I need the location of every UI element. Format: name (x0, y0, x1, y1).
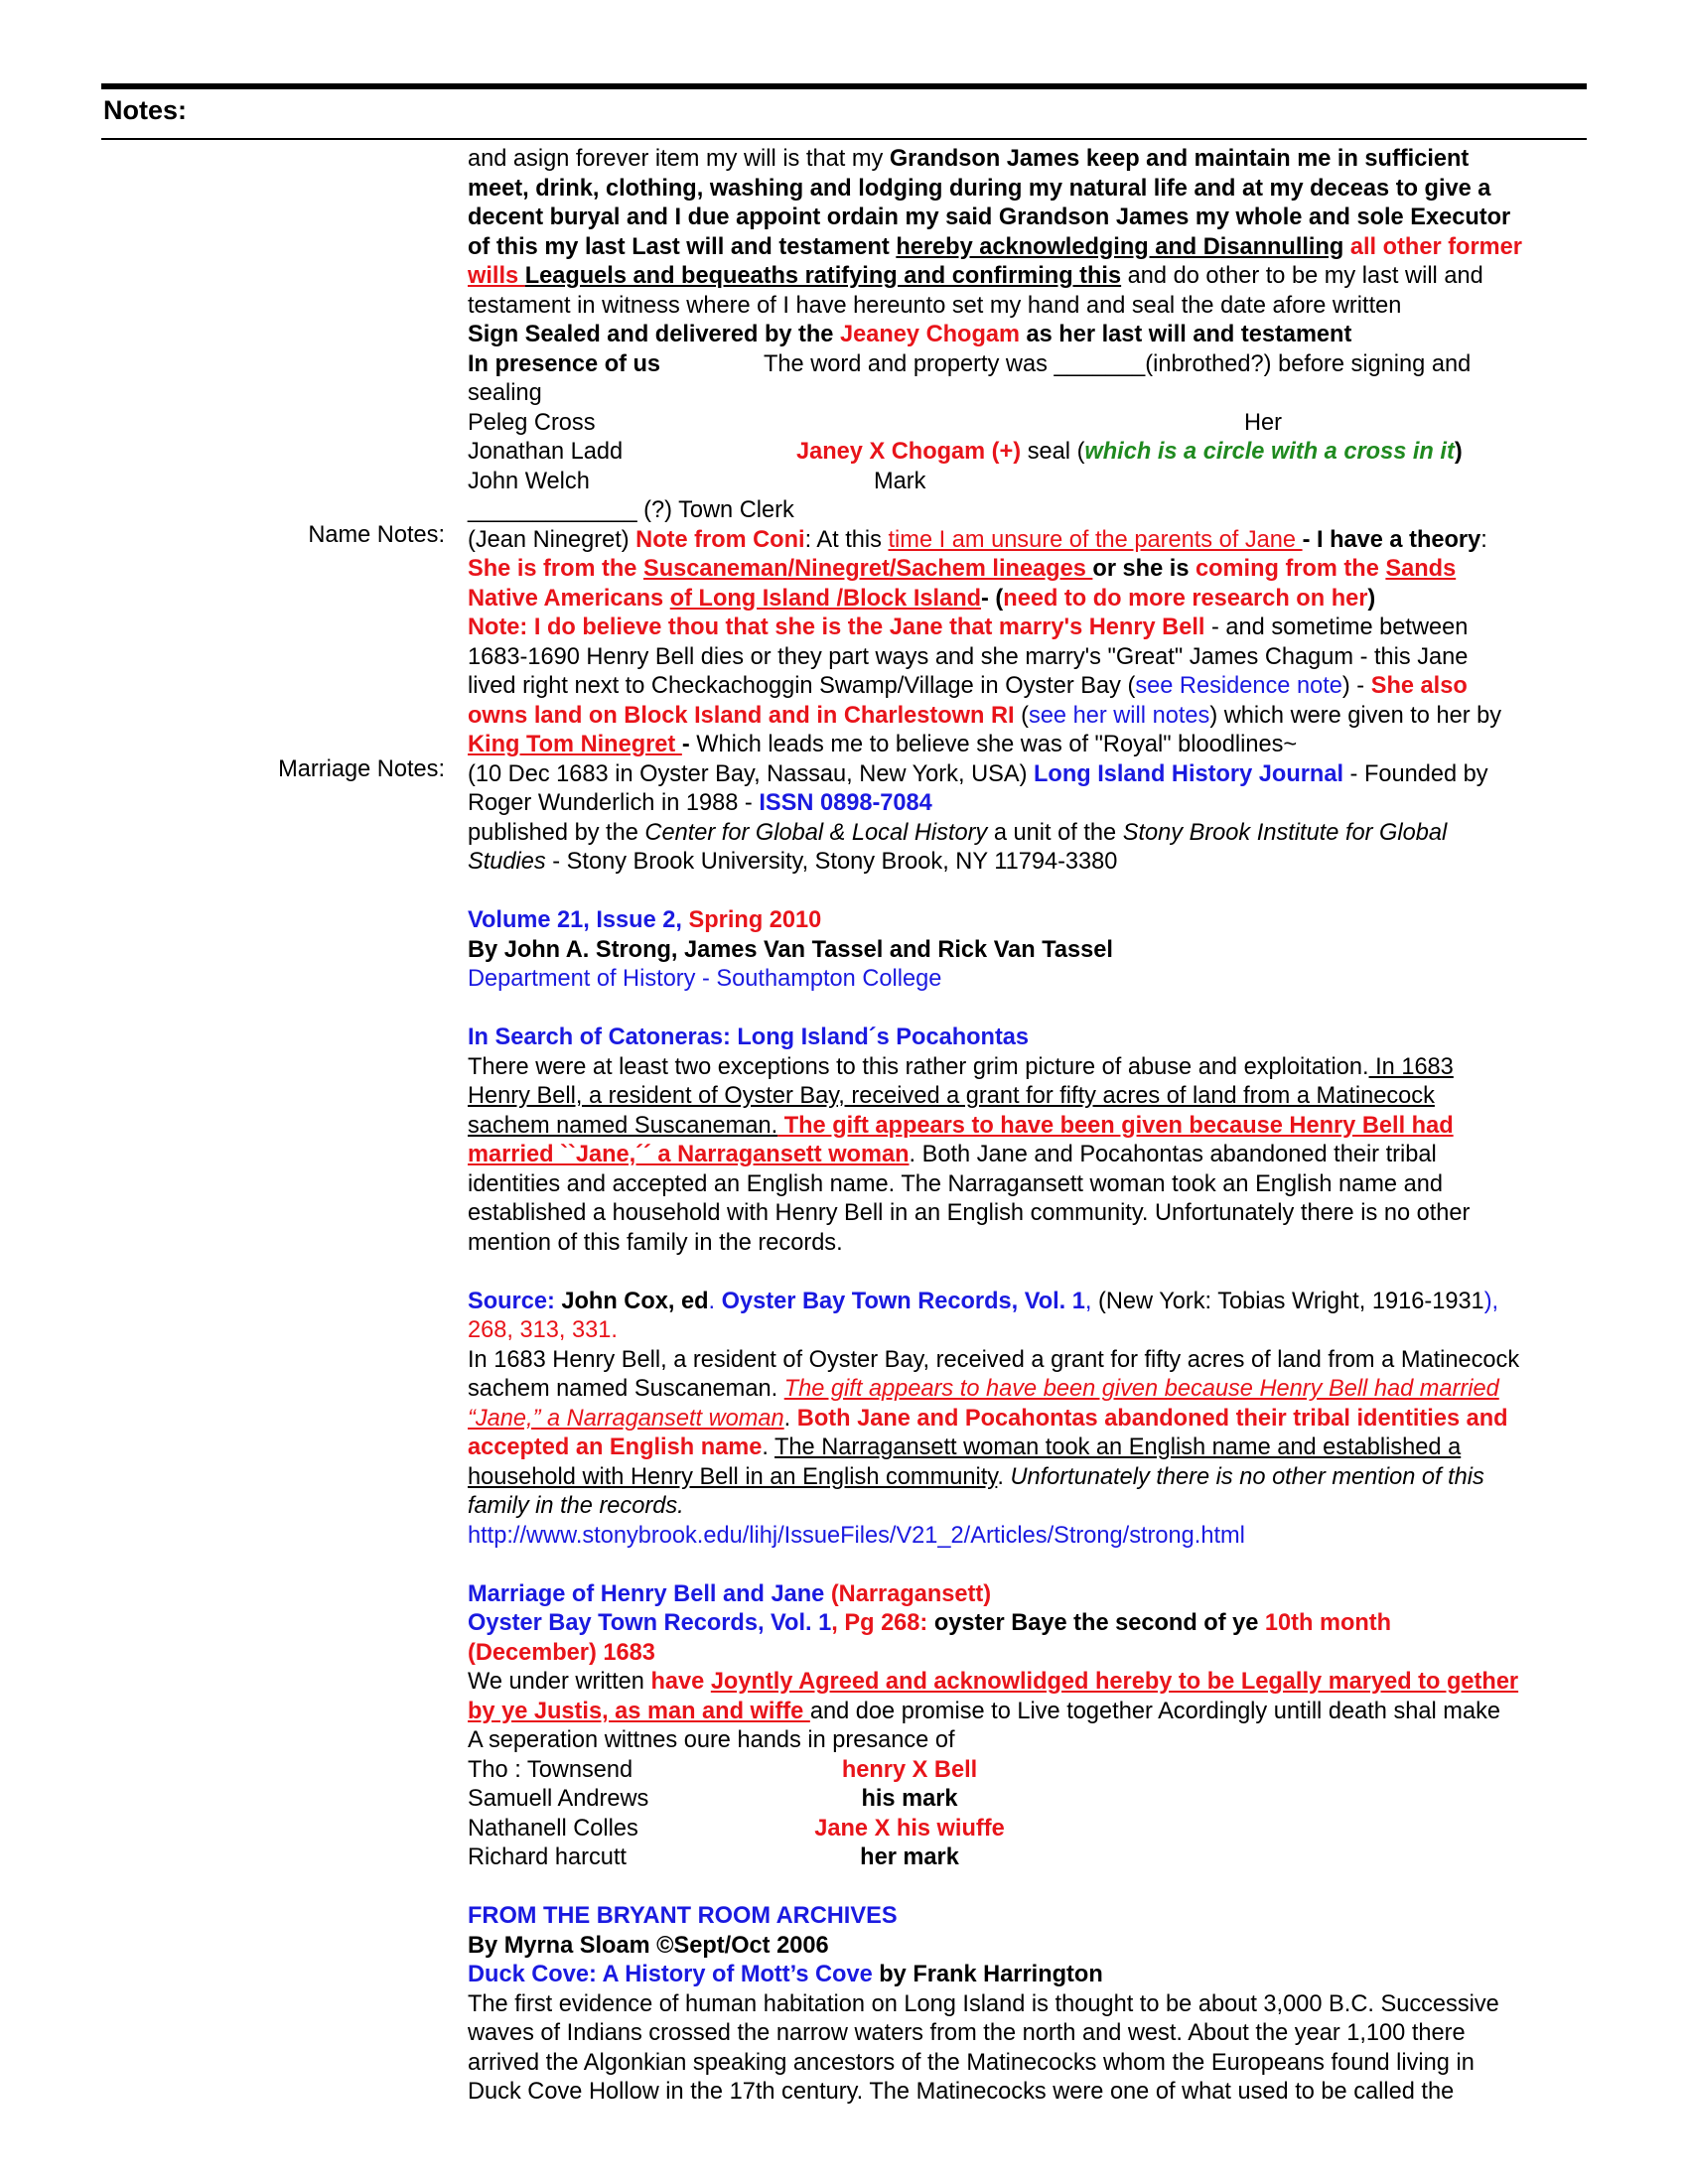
marriage-record-line: A seperation wittnes oure hands in presance of (468, 1727, 955, 1753)
residence-note-link[interactable]: see Residence note (1135, 673, 1342, 699)
witness-row: Tho : Townsend henry X Bell (468, 1756, 978, 1783)
duck-cove-line: arrived the Algonkian speaking ancestors of the Matinecocks whom the Europeans found living in (468, 2049, 1475, 2076)
town-clerk-line: _____________ (?) Town Clerk (468, 497, 794, 523)
citation-line: accepted an English name. The Narragansett woman took an English name and established a (468, 1434, 1462, 1460)
header-rule (101, 138, 1587, 140)
citation-line: In 1683 Henry Bell, a resident of Oyster Bay, received a grant for fifty acres of land from a Matinecock (468, 1346, 1520, 1373)
article-title: In Search of Catoneras: Long Island´s Pocahontas (468, 1024, 1030, 1050)
will-line: Sign Sealed and delivered by the Jeaney Chogam as her last will and testament (468, 322, 1352, 347)
signature-line: John Welch Mark (468, 468, 926, 494)
duck-cove-line: The first evidence of human habitation on Long Island is thought to be about 3,000 B.C. Successive (468, 1990, 1499, 2017)
signature-line: Jonathan Ladd Janey X Chogam (+) seal (which is a circle with a cross in it) (468, 439, 1463, 465)
article-line: Henry Bell, a resident of Oyster Bay, received a grant for fifty acres of land from a Matinecock (468, 1083, 1435, 1109)
top-rule (101, 83, 1587, 89)
will-line: decent buryal and I due appoint ordain my said Grandson James my whole and sole Executor (468, 205, 1511, 230)
article-line: married ``Jane,´´ a Narragansett woman. Both Jane and Pocahontas abandoned their tribal (468, 1142, 1437, 1167)
spacer (468, 1873, 1600, 1903)
marriage-notes-label: Marriage Notes: (278, 756, 445, 782)
will-line: wills Leaguels and bequeaths ratifying and confirming this and do other to be my last will and (468, 263, 1483, 289)
spacer (468, 1551, 1600, 1580)
article-line: identities and accepted an English name. The Narragansett woman took an English name and (468, 1170, 1443, 1197)
article-line: mention of this family in the records. (468, 1229, 843, 1256)
notes-content (468, 145, 1600, 2108)
citation-line: sachem named Suscaneman. The gift appears to have been given because Henry Bell had married (468, 1376, 1499, 1402)
will-line: In presence of us The word and property was _______(inbrothed?) before signing and (468, 350, 1472, 377)
source-line: Source: John Cox, ed. Oyster Bay Town Records, Vol. 1, (New York: Tobias Wright, 1916-1931), (468, 1288, 1499, 1314)
witness-row: Nathanell Colles Jane X his wiuffe (468, 1815, 1005, 1842)
spacer (468, 878, 1600, 907)
article-line: sachem named Suscaneman. The gift appears to have been given because Henry Bell had (468, 1112, 1454, 1139)
marriage-record-line: (December) 1683 (468, 1639, 655, 1666)
article-line: established a household with Henry Bell in an English community. Unfortunately there is no other (468, 1200, 1471, 1226)
name-note-line: lived right next to Checkachoggin Swamp/Village in Oyster Bay (see Residence note) - She also (468, 673, 1468, 699)
name-notes-label: Name Notes: (308, 522, 445, 548)
name-note-line: She is from the Suscaneman/Ninegret/Sachem lineages or she is coming from the Sands (468, 556, 1457, 582)
source-url-link[interactable]: http://www.stonybrook.edu/lihj/IssueFiles/V21_2/Articles/Strong/strong.html (468, 1522, 1245, 1549)
name-note-line: King Tom Ninegret - Which leads me to believe she was of "Royal" bloodlines~ (468, 732, 1298, 757)
spacer (468, 1258, 1600, 1288)
citation-line: family in the records. (468, 1493, 684, 1519)
marriage-record-line: by ye Justis, as man and wiffe and doe promise to Live together Acordingly untill death shal make (468, 1698, 1500, 1724)
name-note-line: owns land on Block Island and in Charlestown RI (see her will notes) which were given to her by (468, 702, 1502, 729)
volume-line: Volume 21, Issue 2, Spring 2010 (468, 907, 822, 933)
citation-line: “Jane,” a Narragansett woman. Both Jane and Pocahontas abandoned their tribal identities and (468, 1405, 1508, 1432)
marriage-record-line: We under written have Joyntly Agreed and acknowlidged hereby to be Legally maryed to gether (468, 1669, 1519, 1695)
signature-line: Peleg Cross Her (468, 409, 1283, 436)
will-line: sealing (468, 380, 542, 406)
witness-row: Samuell Andrews his mark (468, 1786, 958, 1812)
name-note-line: Note: I do believe thou that she is the Jane that marry's Henry Bell - and sometime between (468, 614, 1469, 640)
department-line: Department of History - Southampton College (468, 966, 942, 992)
article-line: There were at least two exceptions to this rather grim picture of abuse and exploitation. In 1683 (468, 1053, 1454, 1080)
citation-line: household with Henry Bell in an English community. Unfortunately there is no other mention of this (468, 1463, 1484, 1490)
will-line: of this my last Last will and testament hereby acknowledging and Disannulling all other former (468, 233, 1522, 260)
spacer (468, 995, 1600, 1024)
authors-line: By John A. Strong, James Van Tassel and Rick Van Tassel (468, 936, 1113, 963)
name-note-line: Native Americans of Long Island /Block Island- (need to do more research on her) (468, 585, 1376, 612)
bryant-room-title: FROM THE BRYANT ROOM ARCHIVES (468, 1903, 898, 1929)
marriage-note-line: published by the Center for Global & Local History a unit of the Stony Brook Institute for Global (468, 819, 1448, 846)
marriage-record-line: Oyster Bay Town Records, Vol. 1, Pg 268: oyster Baye the second of ye 10th month (468, 1610, 1392, 1636)
witness-row: Richard harcutt her mark (468, 1844, 959, 1870)
bryant-room-byline: By Myrna Sloam ©Sept/Oct 2006 (468, 1932, 829, 1959)
name-note-line: (Jean Ninegret) Note from Coni: At this time I am unsure of the parents of Jane - I have a theory: (468, 526, 1487, 553)
will-notes-link[interactable]: see her will notes (1029, 702, 1210, 729)
name-note-line: 1683-1690 Henry Bell dies or they part ways and she marry's "Great" James Chagum - this Jane (468, 643, 1469, 670)
duck-cove-heading: Duck Cove: A History of Mott’s Cove by Frank Harrington (468, 1962, 1103, 1987)
source-pages-line: 268, 313, 331. (468, 1317, 618, 1343)
duck-cove-line: Duck Cove Hollow in the 17th century. The Matinecocks were one of what used to be called the (468, 2079, 1455, 2105)
marriage-note-line: Roger Wunderlich in 1988 - ISSN 0898-7084 (468, 790, 932, 816)
will-line: testament in witness where of I have hereunto set my hand and seal the date afore written (468, 292, 1402, 319)
will-line: meet, drink, clothing, washing and lodging during my natural life and at my deceas to give a (468, 175, 1491, 202)
duck-cove-line: waves of Indians crossed the narrow waters from the north and west. About the year 1,100 there (468, 2020, 1466, 2046)
marriage-note-line: (10 Dec 1683 in Oyster Bay, Nassau, New York, USA) Long Island History Journal - Founded by (468, 760, 1488, 787)
marriage-note-line: Studies - Stony Brook University, Stony Brook, NY 11794-3380 (468, 849, 1118, 875)
notes-heading: Notes: (103, 95, 188, 125)
will-line: and asign forever item my will is that my Grandson James keep and maintain me in sufficient (468, 146, 1470, 172)
marriage-heading: Marriage of Henry Bell and Jane (Narragansett) (468, 1580, 992, 1607)
